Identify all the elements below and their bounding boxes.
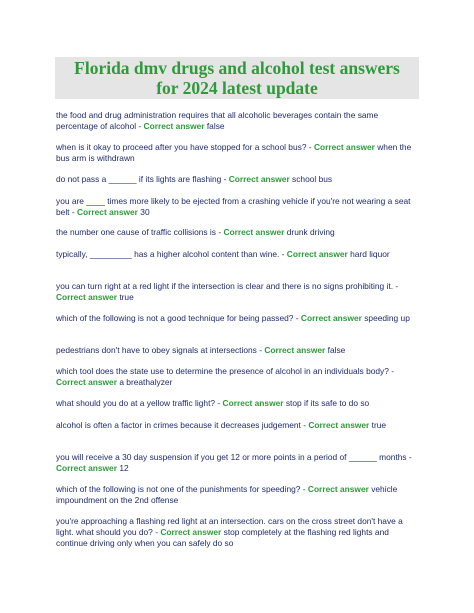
question-text: alcohol is often a factor in crimes because it decreases judgement [56, 420, 301, 430]
separator: - [217, 398, 221, 408]
separator: - [395, 281, 399, 291]
answer-label: Correct answer [222, 398, 284, 408]
question-text: what should you do at a yellow traffic light? [56, 398, 216, 408]
answer-label: Correct answer [307, 484, 369, 494]
question-text: pedestrians don't have to obey signals at intersections [56, 345, 257, 355]
separator: - [223, 174, 227, 184]
answer-label: Correct answer [264, 345, 326, 355]
answer-label: Correct answer [313, 142, 375, 152]
answer-label: Correct answer [286, 249, 348, 259]
qa-item [56, 142, 422, 164]
answer-label: Correct answer [56, 463, 117, 473]
question-text: which tool does the state use to determine the presence of alcohol in an individuals body? [56, 366, 389, 376]
answer-label: Correct answer [308, 420, 370, 430]
question-text: you are ____ times more likely to be ejected from a crashing vehicle if you're not wearing a seat belt [56, 196, 411, 217]
answer-text: true [119, 292, 134, 302]
question-text: you're approaching a flashing red light at an intersection. cars on the cross street don't have a light. what should you do? [56, 516, 403, 537]
qa-item [56, 196, 422, 218]
question-text: the number one cause of traffic collisions is [56, 227, 216, 237]
qa-item [56, 366, 422, 388]
answer-label: Correct answer [160, 527, 222, 537]
answer-text: true [371, 420, 387, 430]
separator: - [303, 420, 306, 430]
answer-label: Correct answer [143, 121, 205, 131]
answer-label: Correct answer [76, 207, 138, 217]
separator: - [391, 366, 395, 376]
qa-item [56, 227, 422, 238]
answer-text: hard liquor [350, 249, 390, 259]
question-text: when is it okay to proceed after you have stopped for a school bus? [56, 142, 307, 152]
answer-text: when the bus arm is withdrawn [56, 142, 412, 163]
question-text: do not pass a ______ if its lights are flashing [56, 174, 222, 184]
separator: - [302, 484, 306, 494]
question-text: you can turn right at a red light if the intersection is clear and there is no signs prohibiting it. [56, 281, 394, 291]
separator: - [259, 345, 262, 355]
qa-item [56, 174, 422, 185]
answer-label: Correct answer [56, 377, 117, 387]
qa-item [56, 452, 422, 474]
answer-text: 30 [140, 207, 150, 217]
separator: - [308, 142, 312, 152]
separator: - [138, 121, 142, 131]
answer-text: vehicle impoundment on the 2nd offense [56, 484, 398, 505]
answer-text: stop completely at the flashing red lights and continue driving only when you can safely do so [56, 527, 389, 548]
qa-item [56, 516, 422, 549]
question-text: the food and drug administration requires that all alcoholic beverages contain the same percentage of alcohol [56, 110, 379, 131]
separator: - [155, 527, 158, 537]
question-text: you will receive a 30 day suspension if you get 12 or more points in a period of ______ months [56, 452, 407, 462]
separator: - [281, 249, 285, 259]
answer-text: 12 [119, 463, 129, 473]
separator: - [295, 313, 299, 323]
qa-item [56, 484, 422, 506]
answer-label: Correct answer [56, 292, 117, 302]
separator: - [218, 227, 222, 237]
separator: - [71, 207, 75, 217]
answer-text: school bus [292, 174, 333, 184]
answer-text: false [206, 121, 225, 131]
answer-label: Correct answer [228, 174, 290, 184]
answer-label: Correct answer [223, 227, 285, 237]
answer-text: stop if its safe to do so [285, 398, 370, 408]
page-title-line-1: Florida dmv drugs and alcohol test answers [74, 58, 400, 78]
answer-text: false [327, 345, 346, 355]
title-banner [55, 57, 419, 99]
qa-item [56, 398, 422, 409]
answer-text: speeding up [364, 313, 410, 323]
answer-text: a breathalyzer [119, 377, 173, 387]
qa-item [56, 420, 422, 431]
qa-item [56, 313, 422, 324]
qa-item [56, 345, 422, 356]
separator: - [408, 452, 412, 462]
question-text: typically, _________ has a higher alcohol content than wine. [56, 249, 280, 259]
qa-item [56, 249, 422, 260]
question-text: which of the following is not one of the punishments for speeding? [56, 484, 301, 494]
page-title-line-2: for 2024 latest update [156, 78, 318, 98]
answer-text: drunk driving [286, 227, 335, 237]
qa-item [56, 110, 422, 132]
qa-item [56, 281, 422, 303]
answer-label: Correct answer [300, 313, 362, 323]
question-text: which of the following is not a good technique for being passed? [56, 313, 294, 323]
